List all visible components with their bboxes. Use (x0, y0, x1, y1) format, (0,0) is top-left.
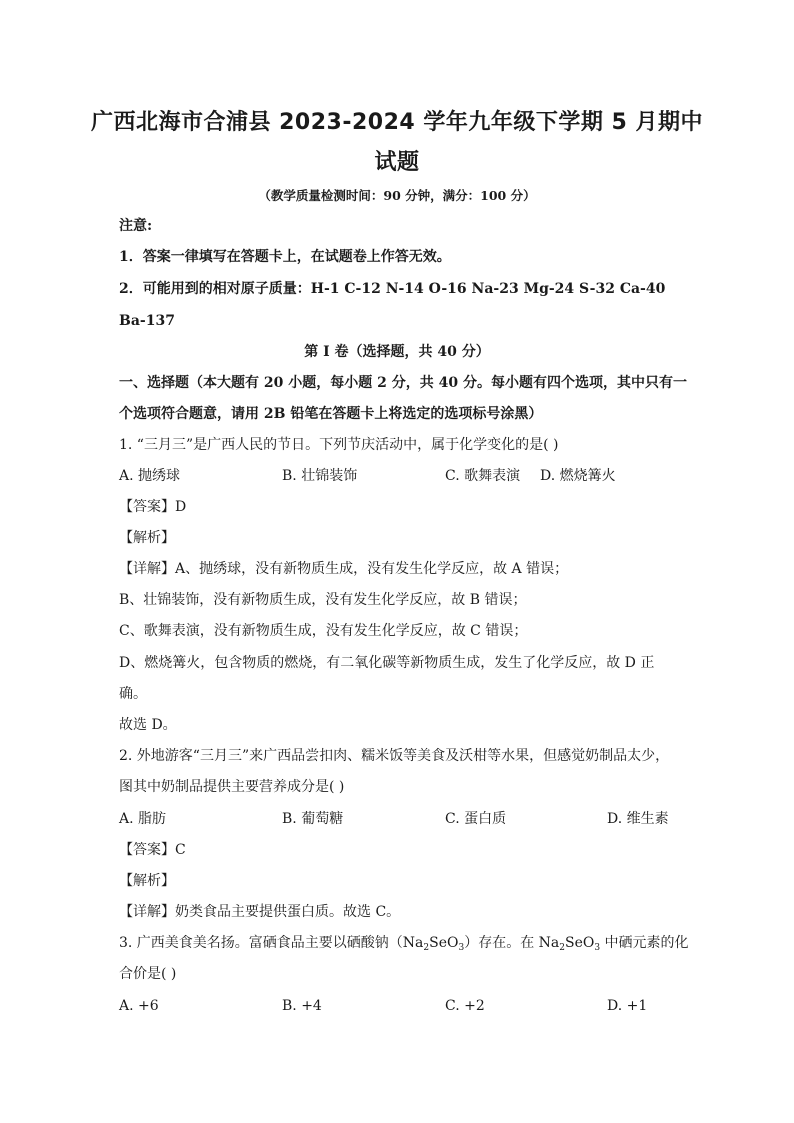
q1-detail-1: 【详解】A、抛绣球，没有新物质生成，没有发生化学反应，故 A 错误； (119, 561, 569, 577)
note-item-2-continued: Ba-137 (119, 313, 175, 329)
section-instructions-line1: 一、选择题（本大题有 20 小题，每小题 2 分，共 40 分。每小题有四个选项，其中只有一 (119, 375, 687, 391)
q2-option-b: B. 葡萄糖 (282, 811, 344, 827)
section-instructions-line2: 个选项符合题意，请用 2B 铅笔在答题卡上将选定的选项标号涂黑） (119, 406, 543, 422)
q2-stem-line1: 2. 外地游客“三月三”来广西品尝扣肉、糯米饭等美食及沃柑等水果，但感觉奶制品太少， (119, 748, 670, 764)
note-item-1: 1．答案一律填写在答题卡上，在试题卷上作答无效。 (119, 249, 451, 265)
q3-option-c: C. +2 (445, 998, 485, 1014)
q2-option-a: A. 脂肪 (119, 811, 167, 827)
q3-subscript-1: 2 (423, 943, 430, 953)
q3-stem-text-5: 中硒元素的化 (600, 935, 689, 951)
section-title: 第 I 卷（选择题，共 40 分） (304, 344, 490, 360)
q3-option-b: B. +4 (282, 998, 322, 1014)
q3-stem-line2: 合价是( ) (119, 966, 177, 982)
q3-option-a: A. +6 (119, 998, 159, 1014)
q3-stem-text-3: ）存在。在 Na (464, 935, 560, 951)
document-title-line2: 试题 (374, 150, 420, 175)
q3-subscript-2: 3 (458, 943, 465, 953)
q1-option-a: A. 抛绣球 (119, 468, 181, 484)
q3-option-d: D. +1 (607, 998, 648, 1014)
q3-stem-text-4: SeO (565, 935, 595, 951)
q3-stem-text-1: 3. 广西美食美名扬。富硒食品主要以硒酸钠（Na (119, 935, 424, 951)
q1-answer: 【答案】D (119, 499, 187, 515)
q1-detail-2: B、壮锦装饰，没有新物质生成，没有发生化学反应，故 B 错误； (119, 592, 527, 608)
q1-conclusion: 故选 D。 (119, 717, 177, 733)
q2-stem-line2: 图其中奶制品提供主要营养成分是( ) (119, 779, 345, 795)
q1-detail-4-continued: 确。 (119, 686, 147, 702)
q1-detail-3: C、歌舞表演，没有新物质生成，没有发生化学反应，故 C 错误； (119, 623, 528, 639)
notes-heading: 注意: (119, 218, 153, 234)
q2-option-c: C. 蛋白质 (445, 811, 507, 827)
q1-stem: 1. “三月三”是广西人民的节日。下列节庆活动中，属于化学变化的是( ) (119, 437, 559, 453)
q3-stem-text-2: SeO (429, 935, 459, 951)
q2-analysis-label: 【解析】 (119, 873, 175, 889)
q1-detail-4: D、燃烧篝火，包含物质的燃烧，有二氧化碳等新物质生成，发生了化学反应，故 D 正 (119, 655, 655, 671)
q3-stem-line1 (119, 933, 689, 953)
q3-subscript-4: 3 (594, 943, 601, 953)
q1-analysis-label: 【解析】 (119, 530, 175, 546)
q1-option-b: B. 壮锦装饰 (282, 468, 358, 484)
note-item-2: 2．可能用到的相对原子质量：H-1 C-12 N-14 O-16 Na-23 Mg-24 S-32 Ca-40 (119, 281, 666, 297)
q2-option-d: D. 维生素 (607, 811, 669, 827)
q3-subscript-3: 2 (559, 943, 566, 953)
q1-option-d: D. 燃烧篝火 (540, 468, 616, 484)
q2-detail: 【详解】奶类食品主要提供蛋白质。故选 C。 (119, 904, 401, 920)
q2-answer: 【答案】C (119, 842, 186, 858)
exam-subtitle: （教学质量检测时间：90 分钟，满分：100 分） (258, 188, 536, 203)
q1-option-c: C. 歌舞表演 (445, 468, 521, 484)
document-title-line1: 广西北海市合浦县 2023-2024 学年九年级下学期 5 月期中 (90, 110, 704, 135)
